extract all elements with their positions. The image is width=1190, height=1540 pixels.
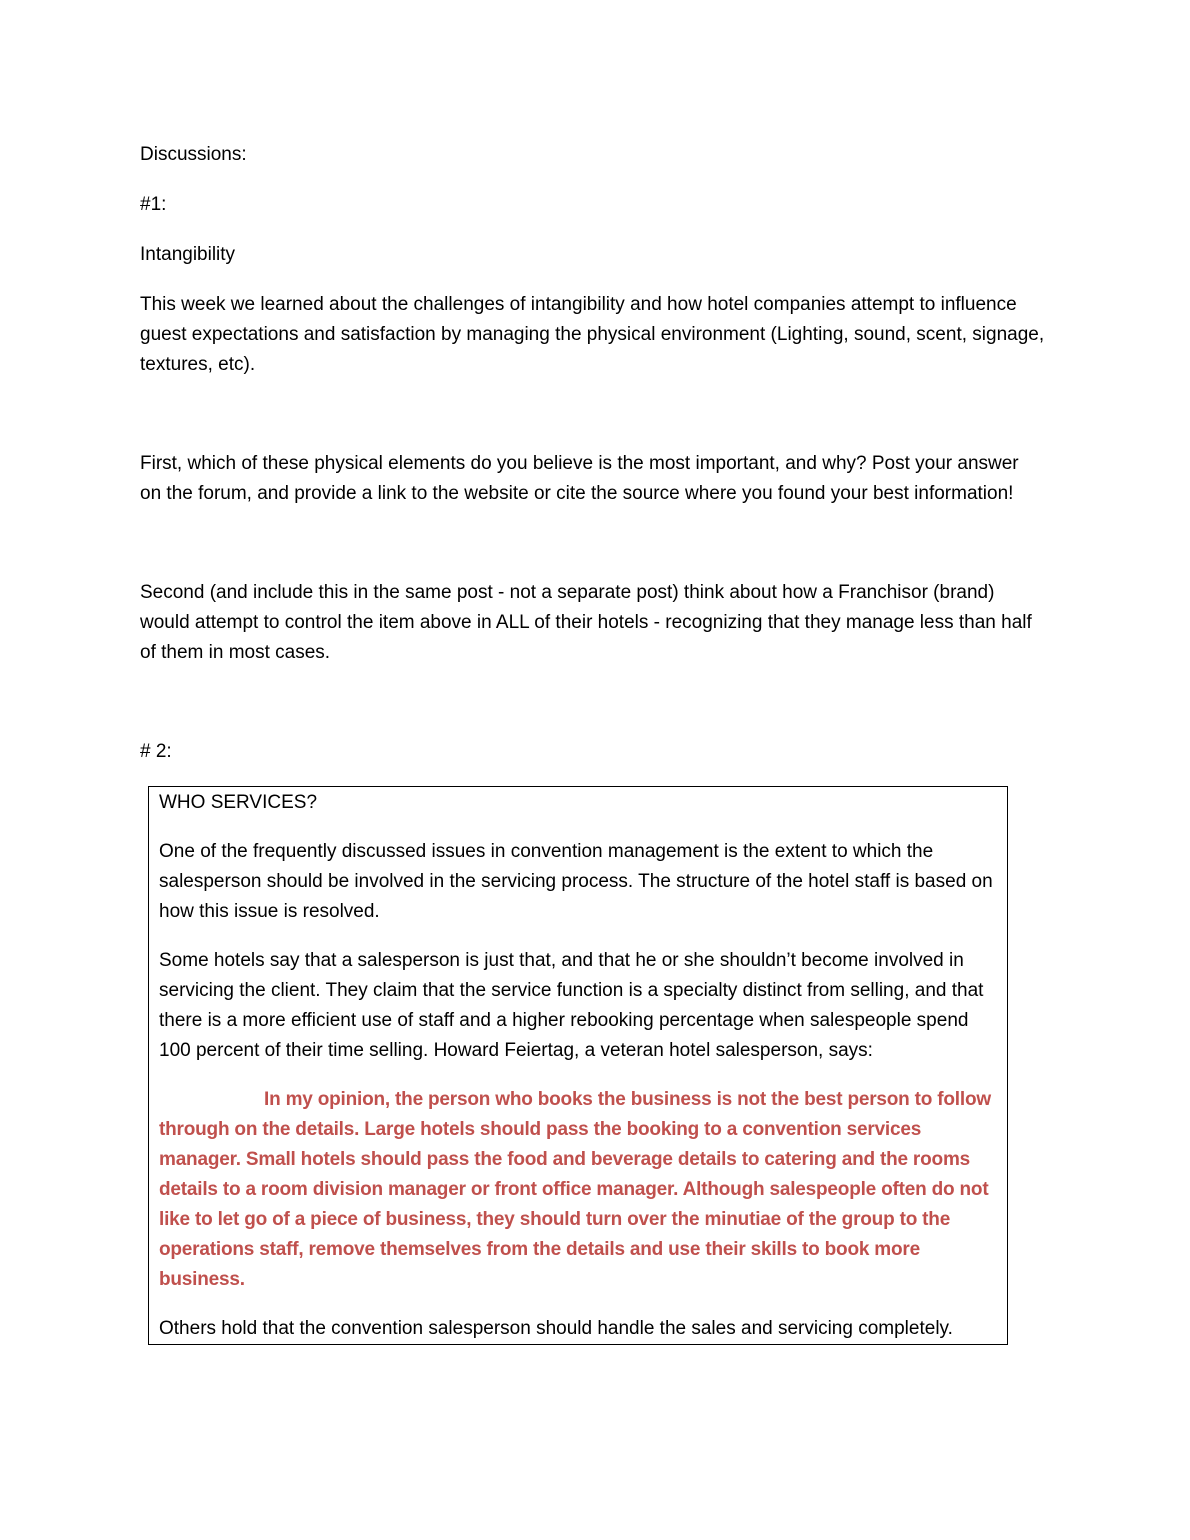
- case-study-box: [148, 786, 1008, 1345]
- case-study-paragraph-2: Some hotels say that a salesperson is just that, and that he or she shouldn’t become involved in servicing the client. They claim that the service function is a specialty distinct from selling, and that there is a more efficient use of staff and a higher rebooking percentage when salespeople spend 100 percent of their time selling. Howard Feiertag, a veteran hotel salesperson, says:: [159, 950, 984, 1061]
- case-study-paragraph-1: One of the frequently discussed issues in convention management is the extent to which the salesperson should be involved in the servicing process. The structure of the hotel staff is based on how this issue is resolved.: [159, 841, 993, 922]
- discussion-1-intro: This week we learned about the challenges of intangibility and how hotel companies attempt to influence guest expectations and satisfaction by managing the physical environment (Lighting, sound, scent, signage, textures, etc).: [140, 294, 1045, 375]
- discussion-1-topic: Intangibility: [140, 244, 236, 265]
- paragraph-spacer: [140, 688, 1045, 737]
- paragraph-spacer: [140, 529, 1045, 578]
- case-study-quote: In my opinion, the person who books the business is not the best person to follow through on the details. Large hotels should pass the booking to a convention services manager. Small hotels should pass the food and beverage details to catering and the rooms details to a room division manager or front office manager. Although salespeople often do not like to let go of a piece of business, they should turn over the minutiae of the group to the operations staff, remove themselves from the details and use their skills to book more business.: [159, 1089, 991, 1290]
- paragraph-spacer: [140, 400, 1045, 449]
- document-heading: Discussions:: [140, 144, 247, 165]
- case-study-title: WHO SERVICES?: [159, 792, 318, 813]
- discussion-1-label: #1:: [140, 194, 167, 215]
- discussion-1-first-question: First, which of these physical elements do you believe is the most important, and why? Post your answer on the forum, and provide a link to the website or cite the source where you found your best information!: [140, 453, 1019, 504]
- case-study-paragraph-3: Others hold that the convention salesperson should handle the sales and servicing completely.: [159, 1318, 953, 1339]
- discussion-1-second-question: Second (and include this in the same post - not a separate post) think about how a Franchisor (brand) would attempt to control the item above in ALL of their hotels - recognizing that they manage less than half of them in most cases.: [140, 582, 1032, 663]
- discussion-2-label: # 2:: [140, 741, 172, 762]
- document-page: [140, 140, 1045, 1345]
